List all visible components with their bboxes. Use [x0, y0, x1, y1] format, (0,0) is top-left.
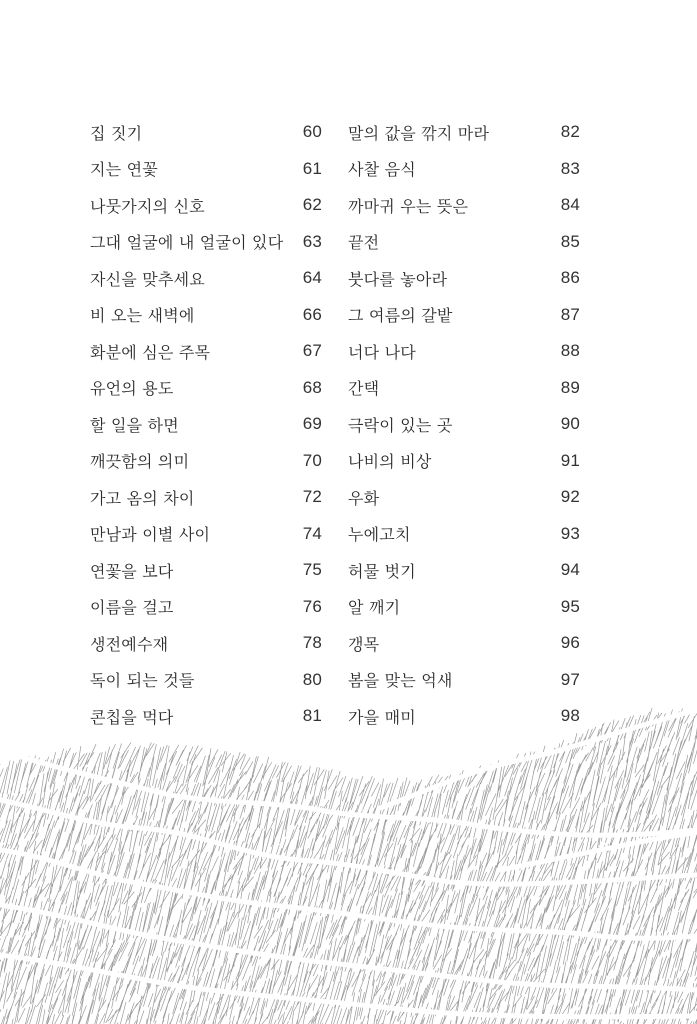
toc-entry-page: 64: [302, 268, 322, 288]
toc-entry-page: 83: [560, 158, 580, 178]
toc-entry: [90, 370, 322, 407]
toc-entry: [348, 370, 580, 407]
toc-entry: [90, 297, 322, 334]
toc-entry-title: 말의 값을 깎지 마라: [348, 123, 490, 143]
toc-entry-page: 66: [302, 304, 322, 324]
toc-entry: [348, 187, 580, 224]
toc-column-left: [90, 114, 322, 735]
toc-entry: [90, 151, 322, 188]
toc-entry-page: 80: [302, 669, 322, 689]
toc-entry: [348, 406, 580, 443]
toc-entry: [90, 662, 322, 699]
toc-entry-title: 할 일을 하면: [90, 415, 179, 435]
toc-entry: [90, 333, 322, 370]
toc-entry: [348, 625, 580, 662]
toc-entry-page: 72: [302, 487, 322, 507]
toc-entry-page: 63: [302, 231, 322, 251]
toc-entry: [348, 479, 580, 516]
toc-entry-page: 92: [560, 487, 580, 507]
toc-entry-title: 갱목: [348, 634, 380, 654]
toc-entry-page: 87: [560, 304, 580, 324]
toc-entry: [348, 114, 580, 151]
toc-entry-title: 비 오는 새벽에: [90, 306, 195, 326]
toc-entry: [348, 443, 580, 480]
toc-entry: [90, 114, 322, 151]
toc-entry-page: 85: [560, 231, 580, 251]
toc-entry-title: 허물 벗기: [348, 561, 416, 581]
toc-entry-title: 유언의 용도: [90, 379, 174, 399]
toc-entry: [348, 552, 580, 589]
toc-entry-page: 78: [302, 633, 322, 653]
toc-entry-page: 75: [302, 560, 322, 580]
toc-entry-title: 생전예수재: [90, 634, 169, 654]
toc-entry: [348, 333, 580, 370]
toc-entry-title: 깨끗함의 의미: [90, 452, 190, 472]
toc-entry-title: 그 여름의 갈밭: [348, 306, 453, 326]
toc-column-right: [348, 114, 580, 735]
toc-entry-title: 화분에 심은 주목: [90, 342, 211, 362]
toc-entry-page: 68: [302, 377, 322, 397]
toc-entry-page: 62: [302, 195, 322, 215]
toc-entry: [90, 552, 322, 589]
toc-entry: [90, 224, 322, 261]
toc-entry-page: 60: [302, 122, 322, 142]
toc-entry-page: 93: [560, 523, 580, 543]
toc-entry-title: 가을 매미: [348, 707, 416, 727]
toc-entry-page: 86: [560, 268, 580, 288]
toc-entry-page: 98: [560, 706, 580, 726]
toc-entry-page: 90: [560, 414, 580, 434]
toc-entry-title: 나뭇가지의 신호: [90, 196, 205, 216]
toc-entry-title: 독이 되는 것들: [90, 671, 195, 691]
toc-entry-page: 61: [302, 158, 322, 178]
toc-entry-title: 자신을 맞추세요: [90, 269, 205, 289]
toc-entry: [90, 479, 322, 516]
toc-entry-title: 누에고치: [348, 525, 411, 545]
toc-entry-title: 봄을 맞는 억새: [348, 671, 453, 691]
toc-entry-title: 붓다를 놓아라: [348, 269, 448, 289]
toc-entry: [90, 625, 322, 662]
toc-entry: [348, 297, 580, 334]
toc-entry-title: 끝전: [348, 233, 380, 253]
toc-entry: [90, 516, 322, 553]
toc-entry-page: 81: [302, 706, 322, 726]
toc-entry-title: 그대 얼굴에 내 얼굴이 있다: [90, 233, 284, 253]
mountain-hatch-illustration: [0, 700, 697, 1024]
toc-entry-title: 집 짓기: [90, 123, 143, 143]
toc-entry: [348, 662, 580, 699]
toc-entry: [90, 589, 322, 626]
toc-entry: [348, 589, 580, 626]
toc-entry-page: 97: [560, 669, 580, 689]
toc-entry-page: 67: [302, 341, 322, 361]
toc-entry-title: 가고 옴의 차이: [90, 488, 195, 508]
toc-entry-title: 사찰 음식: [348, 160, 416, 180]
toc-entry-title: 이름을 걸고: [90, 598, 174, 618]
toc-entry: [90, 187, 322, 224]
toc-entry-title: 만남과 이별 사이: [90, 525, 211, 545]
toc-entry: [90, 260, 322, 297]
toc-entry-page: 76: [302, 596, 322, 616]
toc-entry-title: 나비의 비상: [348, 452, 432, 472]
toc-entry-page: 89: [560, 377, 580, 397]
toc-entry: [90, 443, 322, 480]
toc-entry-title: 너다 나다: [348, 342, 416, 362]
toc-entry-title: 콘칩을 먹다: [90, 707, 174, 727]
toc-entry-title: 까마귀 우는 뜻은: [348, 196, 469, 216]
toc-entry-page: 94: [560, 560, 580, 580]
toc-entry-title: 알 깨기: [348, 598, 401, 618]
toc-entry-title: 극락이 있는 곳: [348, 415, 453, 435]
toc-entry-title: 지는 연꽃: [90, 160, 158, 180]
toc-entry-page: 69: [302, 414, 322, 434]
toc-entry: [348, 516, 580, 553]
toc-entry-title: 연꽃을 보다: [90, 561, 174, 581]
toc-entry-page: 82: [560, 122, 580, 142]
toc-entry: [90, 406, 322, 443]
toc-entry-title: 간택: [348, 379, 380, 399]
toc-entry-page: 95: [560, 596, 580, 616]
toc-entry-page: 70: [302, 450, 322, 470]
toc-entry-page: 91: [560, 450, 580, 470]
toc-entry-page: 74: [302, 523, 322, 543]
toc-entry-title: 우화: [348, 488, 380, 508]
toc-entry: [348, 260, 580, 297]
toc-entry-page: 88: [560, 341, 580, 361]
toc-entry: [348, 151, 580, 188]
toc-entry-page: 84: [560, 195, 580, 215]
toc-entry-page: 96: [560, 633, 580, 653]
toc-entry: [348, 224, 580, 261]
